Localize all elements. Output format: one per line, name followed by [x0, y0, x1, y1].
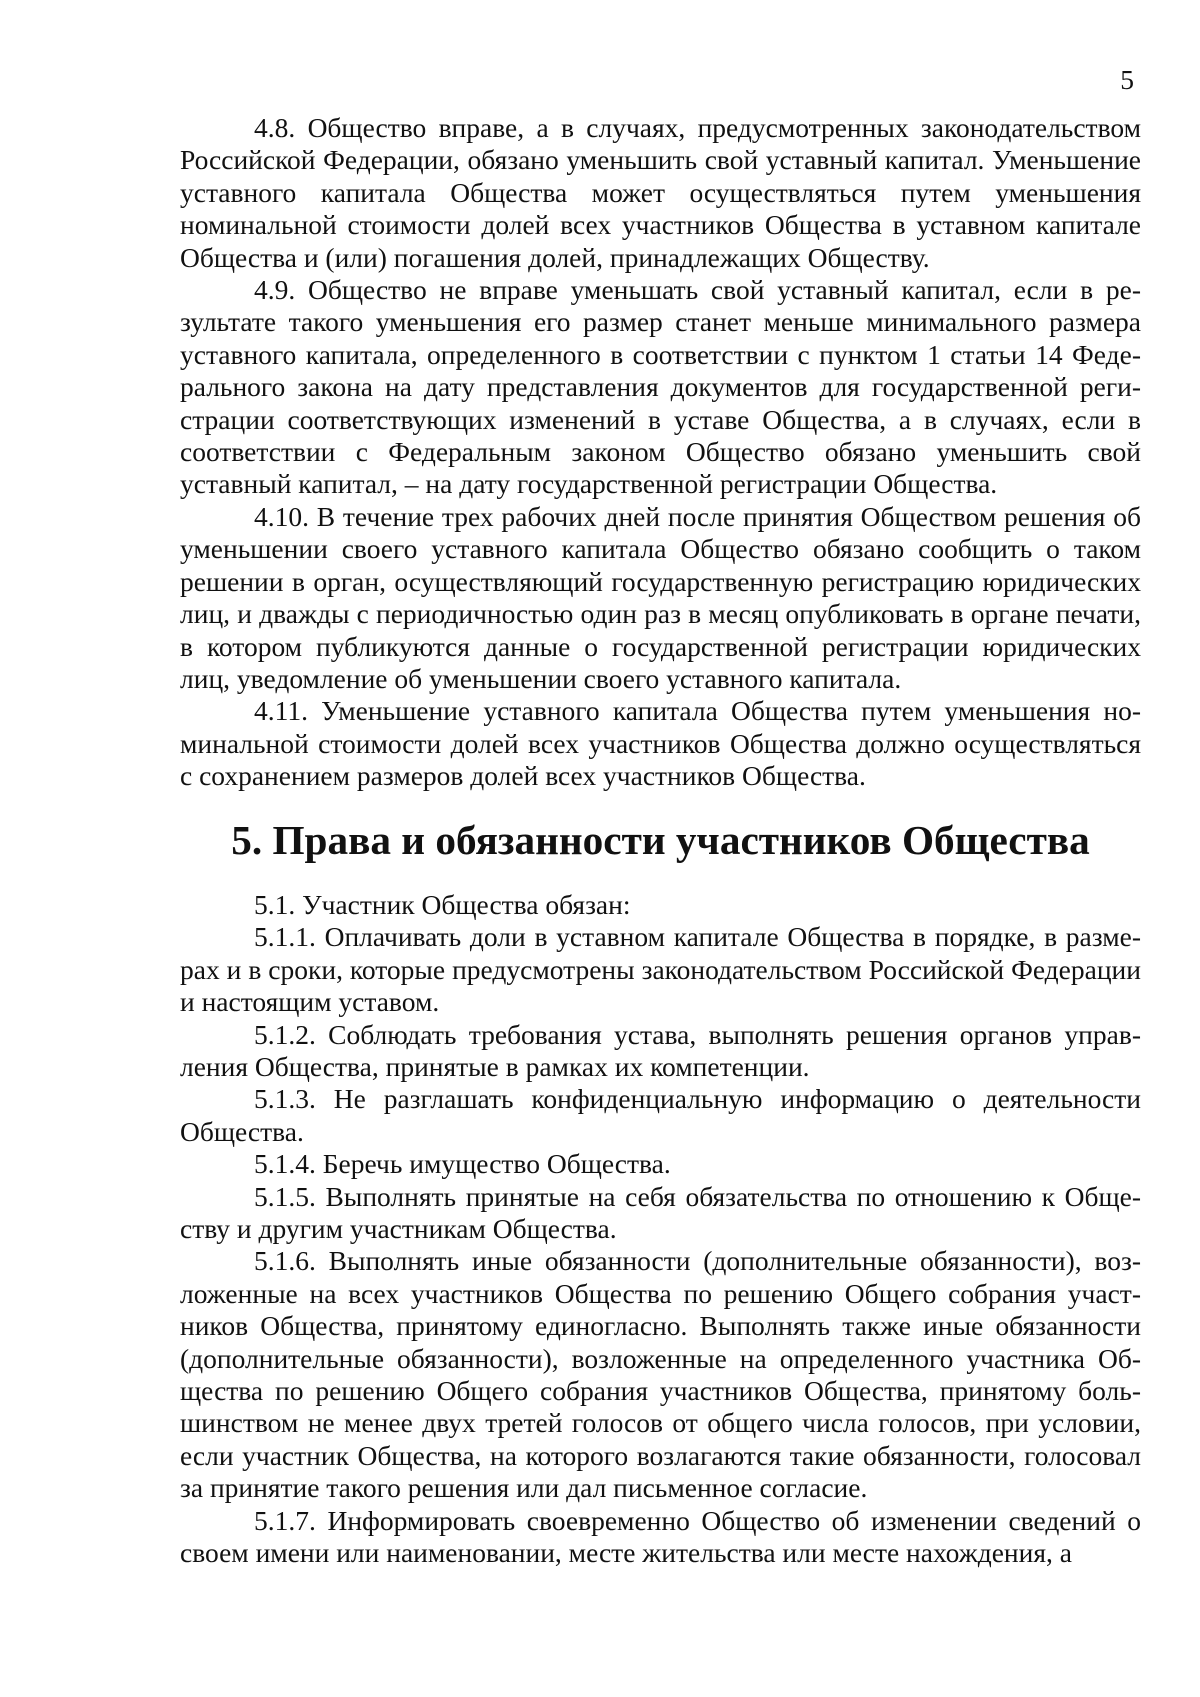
paragraph-4-10: 4.10. В течение трех рабочих дней после принятия Обществом решения об уменьшении своего уставного капитала Общество обязано сообщить о таком решении в орган, осуществляющий государственную регистрацию юридических лиц, и дважды с периодичностью один раз в месяц опубликовать в органе печати, в котором публикуются данные о государственной регистрации юридических лиц, уведомление об уменьшении своего уставного капитала.	[180, 500, 1141, 694]
paragraph-4-9: 4.9. Общество не вправе уменьшать свой уставный капитал, если в результате такого уменьшения его размер станет меньше минимального размера уставного капитала, определенного в соответствии с пунктом 1 статьи 14 Федерального закона на дату представления документов для государственной регистрации соответствующих изменений в уставе Общества, а в случаях, если в соответствии с Федеральным законом Общество обязано уменьшить свой уставный капитал, – на дату государственной регистрации Общества.	[180, 274, 1141, 500]
paragraph-4-8: 4.8. Общество вправе, а в случаях, предусмотренных законодательством Российской Федерации, обязано уменьшить свой уставный капитал. Уменьшение уставного капитала Общества может осуществляться путем уменьшения номинальной стоимости долей всех участников Общества в уставном капитале Общества и (или) погашения долей, принадлежащих Обществу.	[180, 112, 1141, 273]
paragraph-5-1-6: 5.1.6. Выполнять иные обязанности (дополнительные обязанности), возложенные на всех участников Общества по решению Общего собрания участников Общества, принятому единогласно. Выполнять также иные обязанности (дополнительные обязанности), возложенные на определенного участника Общества по решению Общего собрания участников Общества, принятому большинством не менее двух третей голосов от общего числа голосов, при условии, если участник Общества, на которого возлагаются такие обязанности, голосовал за принятие такого решения или дал письменное согласие.	[180, 1245, 1141, 1504]
section-5-heading: 5. Права и обязанности участников Общества	[231, 816, 1090, 863]
paragraph-5-1-1: 5.1.1. Оплачивать доли в уставном капитале Общества в порядке, в размерах и в сроки, которые предусмотрены законодательством Российской Федерации и настоящим уставом.	[180, 921, 1141, 1018]
paragraph-5-1-4: 5.1.4. Беречь имущество Общества.	[254, 1148, 671, 1180]
paragraph-5-1-3: 5.1.3. Не разглашать конфиденциальную информацию о деятельности Общества.	[180, 1083, 1141, 1147]
paragraph-5-1-2: 5.1.2. Соблюдать требования устава, выполнять решения органов управления Общества, принятые в рамках их компетенции.	[180, 1018, 1141, 1082]
page-number: 5	[1120, 64, 1134, 95]
paragraph-5-1: 5.1. Участник Общества обязан:	[254, 888, 631, 920]
paragraph-5-1-7: 5.1.7. Информировать своевременно Общество об изменении сведений о своем имени или наименовании, месте жительства или месте нахождения, а	[180, 1504, 1141, 1569]
paragraph-5-1-5: 5.1.5. Выполнять принятые на себя обязательства по отношению к Обществу и другим участникам Общества.	[180, 1180, 1141, 1244]
paragraph-4-11: 4.11. Уменьшение уставного капитала Общества путем уменьшения номинальной стоимости долей всех участников Общества должно осуществляться с сохранением размеров долей всех участников Общества.	[180, 695, 1141, 792]
document-body	[180, 112, 1141, 1569]
